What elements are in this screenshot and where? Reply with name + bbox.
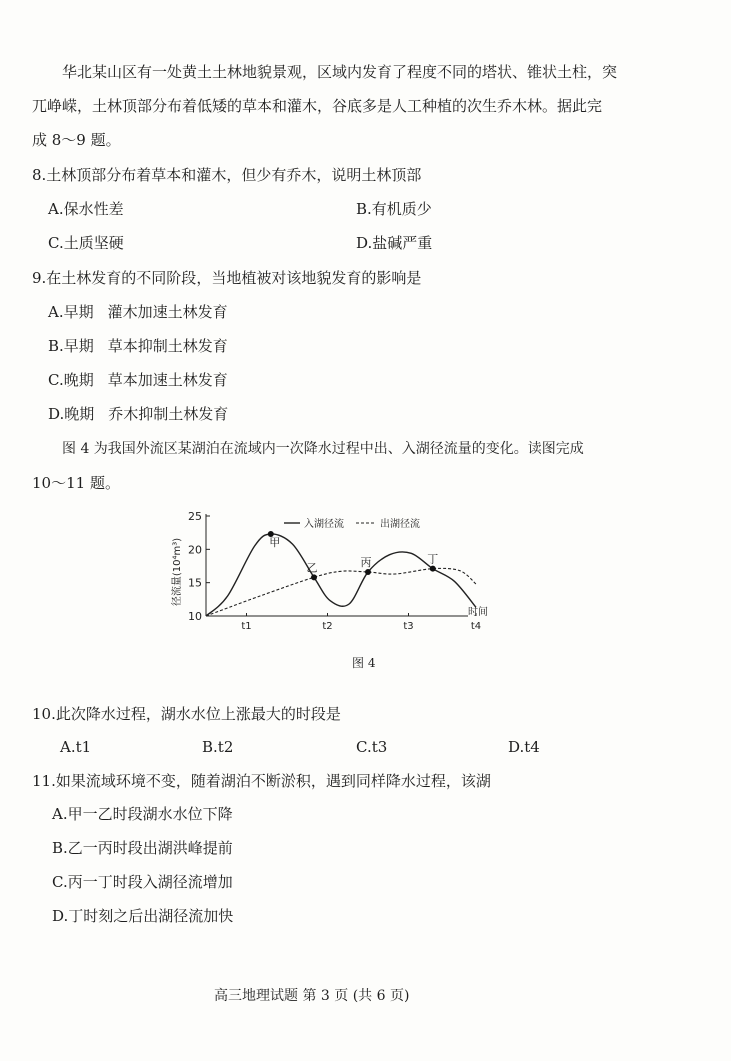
option-label: B.早期 (48, 337, 94, 355)
x-tick-label: t2 (322, 621, 333, 632)
figure-caption: 图 4 (352, 656, 376, 670)
question-9-stem: 9.在土林发育的不同阶段，当地植被对该地貌发育的影响是 (32, 269, 422, 287)
y-tick-label: 20 (188, 543, 202, 557)
chart-series (206, 534, 476, 616)
legend-outflow-label: 出湖径流 (380, 519, 420, 530)
runoff-chart (150, 505, 490, 635)
question-10-option-a: A.t1 (60, 738, 92, 756)
option-label: D.晚期 (48, 405, 95, 423)
point-label: 甲 (269, 536, 281, 549)
question-9-option-b (48, 336, 228, 356)
passage1-line2: 兀峥嵘，土林顶部分布着低矮的草本和灌木，谷底多是人工种植的次生乔木林。据此完 (32, 97, 603, 115)
question-8-option-d: D.盐碱严重 (356, 234, 433, 252)
legend-inflow-label: 入湖径流 (304, 519, 344, 530)
question-9-option-c (48, 370, 228, 390)
passage2-line1: 图 4 为我国外流区某湖泊在流域内一次降水过程中出、入湖径流量的变化。读图完成 (62, 441, 584, 457)
question-11-option-b: B.乙一丙时段出湖洪峰提前 (52, 839, 233, 857)
outflow-series-line (206, 568, 476, 616)
option-text: 草本抑制土林发育 (107, 337, 228, 355)
y-tick-label: 25 (188, 510, 202, 523)
point-label: 乙 (306, 561, 318, 575)
point-label: 丙 (360, 556, 372, 569)
passage1-line3: 成 8～9 题。 (32, 131, 121, 149)
question-11-option-c: C.丙一丁时段入湖径流增加 (52, 873, 233, 891)
x-tick-label: t1 (241, 621, 252, 632)
page-footer: 高三地理试题 第 3 页 (共 6 页) (214, 988, 410, 1004)
x-tick-label: t4 (470, 621, 482, 632)
question-8-stem: 8.土林顶部分布着草本和灌木，但少有乔木，说明土林顶部 (32, 166, 422, 184)
data-point-marker (311, 574, 317, 580)
question-8-option-a: A.保水性差 (48, 200, 124, 218)
option-text: 灌木加速土林发育 (107, 303, 228, 321)
question-10-stem: 10.此次降水过程，湖水水位上涨最大的时段是 (32, 705, 341, 723)
question-11-option-d: D.丁时刻之后出湖径流加快 (52, 907, 234, 925)
question-8-option-c: C.土质坚硬 (48, 234, 124, 252)
question-11-stem: 11.如果流域环境不变，随着湖泊不断淤积，遇到同样降水过程，该湖 (32, 772, 491, 790)
point-label: 丁 (427, 552, 439, 566)
option-label: A.早期 (48, 303, 94, 321)
question-10-option-b: B.t2 (202, 738, 234, 756)
x-tick-label: t3 (403, 621, 414, 632)
passage2-line2: 10～11 题。 (32, 474, 120, 492)
option-text: 乔木抑制土林发育 (108, 405, 229, 423)
question-8-option-b: B.有机质少 (356, 200, 432, 218)
question-9-option-d (48, 404, 228, 424)
y-tick-label: 15 (188, 576, 202, 590)
x-axis-label: 时间 (468, 607, 488, 618)
option-label: C.晚期 (48, 371, 94, 389)
inflow-series-line (206, 534, 476, 616)
question-9-option-a (48, 302, 228, 322)
question-10-option-d: D.t4 (508, 738, 540, 756)
y-tick-label: 10 (188, 610, 202, 623)
data-point-marker (365, 569, 371, 575)
chart-markers (268, 531, 439, 580)
option-text: 草本加速土林发育 (107, 371, 228, 389)
question-11-option-a: A.甲一乙时段湖水水位下降 (52, 805, 233, 823)
passage1-line1: 华北某山区有一处黄土土林地貌景观，区域内发育了程度不同的塔状、锥状土柱，突 (62, 63, 618, 81)
question-10-option-c: C.t3 (356, 738, 388, 756)
y-axis-label: 径流量(10⁴m³) (172, 537, 183, 607)
data-point-marker (430, 566, 436, 572)
chart-legend (284, 517, 420, 530)
